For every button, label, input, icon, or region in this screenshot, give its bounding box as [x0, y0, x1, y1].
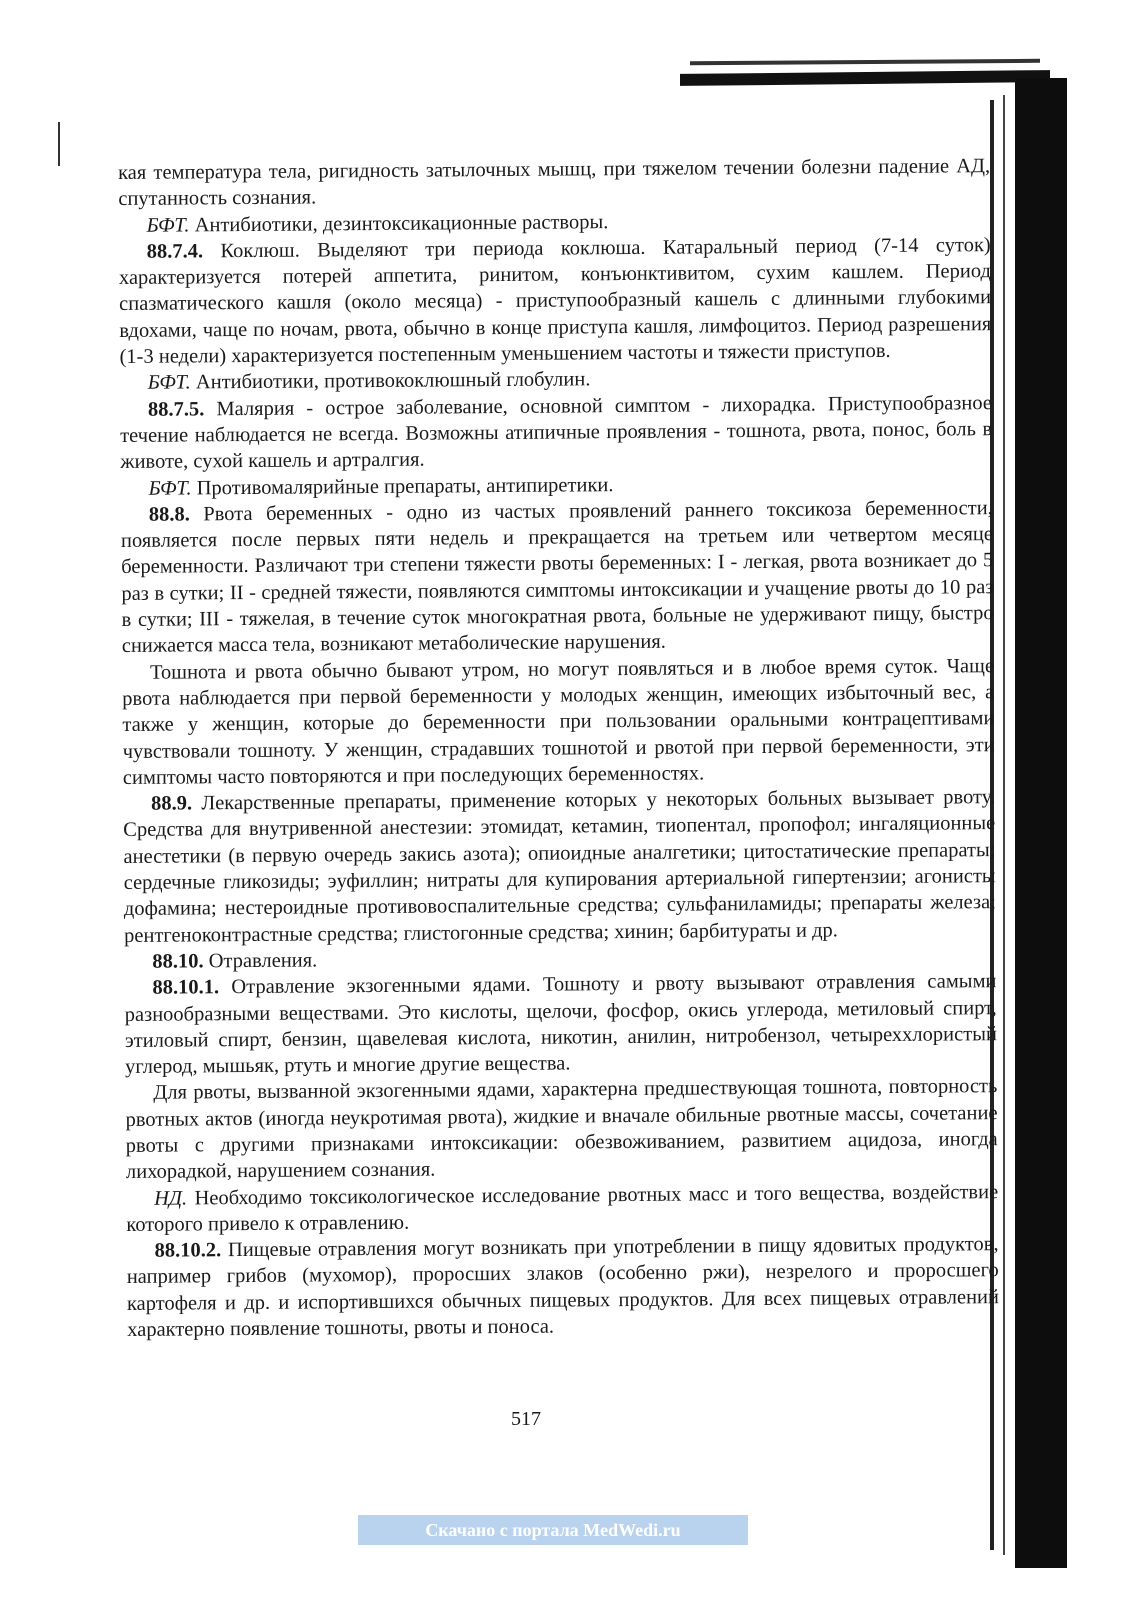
paragraph: Тошнота и рвота обычно бывают утром, но могут появляться и в любое время суток. Чаще рвота наблюдается при первой беременности у молодых женщин, имеющих избыточный вес, а также у женщин, которые до беременности при пользовании оральными контрацептивами чувствовали тошноту. У женщин, страдавших тошнотой и рвотой при первой беременности, эти симптомы часто повторяются и при последующих беременностях. [122, 654, 995, 789]
watermark-banner: Скачано с портала MedWedi.ru [358, 1515, 748, 1545]
paragraph-lead: БФТ. [147, 371, 191, 395]
scan-edge-artifact [58, 122, 60, 166]
paragraph: БФТ. Противомалярийные препараты, антипиретики. [148, 473, 614, 500]
scan-edge-artifact [1003, 95, 1005, 1555]
paragraph: 88.10. Отравления. [152, 949, 318, 973]
section-number: 88.10. [152, 950, 204, 973]
scan-edge-artifact [690, 59, 1040, 65]
paragraph: 88.10.1. Отравление экзогенными ядами. Тошноту и рвоту вызывают отравления самыми разнообразными веществами. Это кислоты, щелочи, фосфор, окись углерода, метиловый спирт, этиловый спирт, бензин, щавелевая кислота, никотин, анилин, нитробензол, четыреххлористый углерод, мышьяк, ртуть и многие другие вещества. [124, 970, 997, 1079]
paragraph: 88.7.4. Коклюш. Выделяют три периода коклюша. Катаральный период (7-14 суток) характеризуется потерей аппетита, ринитом, конъюнктивитом, сухим кашлем. Период спазматического кашля (около месяца) - приступообразный кашель с длинными глубокими вдохами, чаще по ночам, рвота, обычно в конце приступа кашля, лимфоцитоз. Период разрешения (1-3 недели) характеризуется постепенным уменьшением частоты и тяжести приступов. [118, 234, 992, 369]
page-body [118, 153, 999, 1343]
section-number: 88.10.2. [154, 1239, 222, 1262]
paragraph: кая температура тела, ригидность затылочных мышц, при тяжелом течении болезни падение АД, спутанность сознания. [118, 155, 991, 211]
section-number: 88.9. [150, 792, 193, 815]
paragraph-lead: НД. [154, 1187, 188, 1210]
scan-edge-artifact [680, 70, 1050, 86]
paragraph: БФТ. Антибиотики, противококлюшный глобулин. [147, 368, 591, 395]
page-number: 517 [511, 1408, 541, 1430]
section-number: 88.7.5. [147, 398, 205, 421]
paragraph: 88.7.5. Малярия - острое заболевание, основной симптом - лихорадка. Приступообразное течение наблюдается не всегда. Возможны атипичные проявления - тошнота, рвота, понос, боль в животе, сухой кашель и артралгия. [120, 391, 993, 474]
section-number: 88.8. [148, 503, 190, 526]
scan-edge-artifact [1015, 78, 1067, 1568]
section-number: 88.10.1. [152, 976, 220, 999]
paragraph-lead: БФТ. [148, 476, 192, 500]
paragraph-lead: БФТ. [146, 214, 190, 237]
paragraph: Для рвоты, вызванной экзогенными ядами, характерна предшествующая тошнота, повторность рвотных актов (иногда неукротимая рвота), жидкие и вначале обильные рвотные массы, сочетание рвоты с другими признаками интоксикации: обезвоживанием, развитием ацидоза, иногда лихорадкой, нарушением сознания. [125, 1075, 998, 1184]
section-number: 88.7.4. [146, 240, 204, 263]
paragraph: БФТ. Антибиотики, дезинтоксикационные растворы. [146, 210, 609, 237]
paragraph: 88.8. Рвота беременных - одно из частых проявлений раннего токсикоза беременности, появляется после первых пяти недель и прекращается на третьем или четвертом месяце беременности. Различают три степени тяжести рвоты беременных: I - легкая, рвота возникает до 5 раз в сутки; II - средней тяжести, появляются симптомы интоксикации и учащение рвоты до 10 раз в сутки; III - тяжелая, в течение суток многократная рвота, больные не удерживают пищу, быстро снижается масса тела, возникают метаболические нарушения. [120, 497, 994, 658]
paragraph: 88.10.2. Пищевые отравления могут возникать при употреблении в пищу ядовитых продуктов, например грибов (мухомор), проросших злаков (особенно ржи), незрелого и проросшего картофеля и др. и испортившихся обычных пищевых продуктов. Для всех пищевых отравлений характерно появление тошноты, рвоты и поноса. [126, 1233, 1000, 1342]
paragraph: 88.9. Лекарственные препараты, применение которых у некоторых больных вызывает рвоту. Средства для внутривенной анестезии: этомидат, кетамин, тиопентал, пропофол; ингаляционные анестетики (в первую очередь закись азота); опиоидные аналгетики; цитостатические препараты; сердечные гликозиды; эуфиллин; нитраты для купирования артериальной гипертензии; агонисты дофамина; нестероидные противовоспалительные средства; сульфаниламиды; препараты железа; рентгеноконтрастные средства; глистогонные средства; хинин; барбитураты и др. [123, 786, 996, 947]
paragraph: НД. Необходимо токсикологическое исследование рвотных масс и того вещества, воздействие которого привело к отравлению. [126, 1180, 999, 1236]
